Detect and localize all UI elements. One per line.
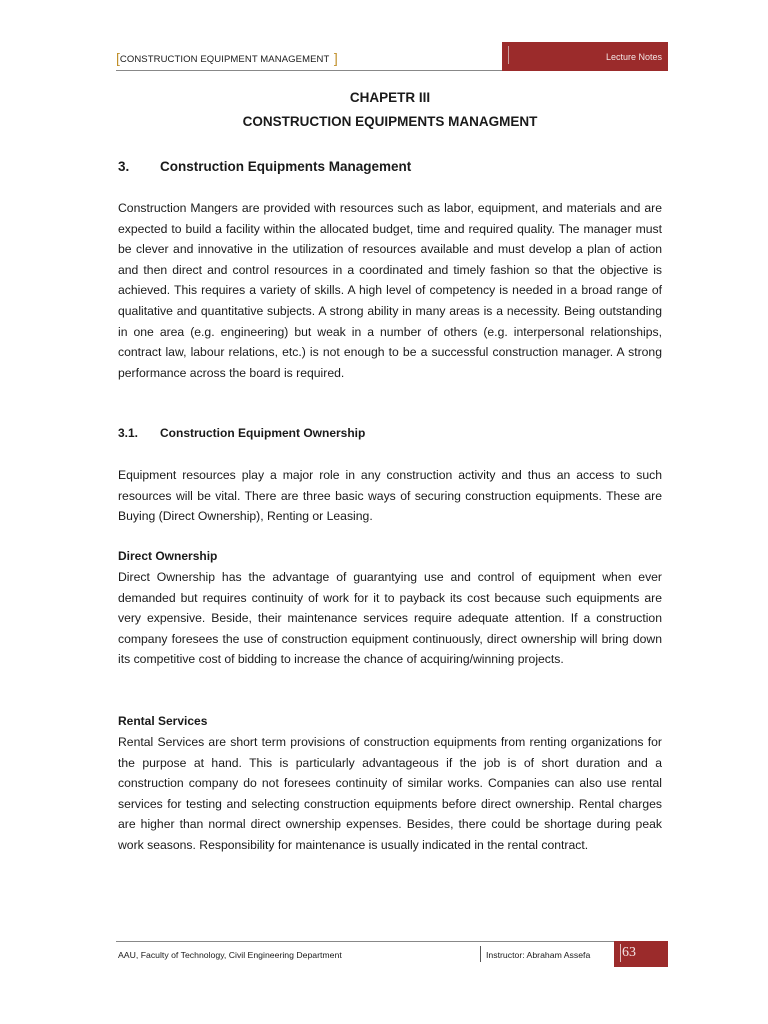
rental-services-paragraph: Rental Services are short term provisions of construction equipments from renting organizations for the purpose at hand. This is particularly advantageous if the job is of short duration and a construction company do not foresees continuity of similar works. Companies can also use rental services for testing and selecting construction equipments before direct ownership. Rental charges are higher than normal direct ownership expenses. Besides, there could be shortage during peak work seasons. Responsibility for maintenance is usually indicated in the rental contract. <box>118 735 662 852</box>
footer-page-box <box>614 941 668 967</box>
header-close-bracket: ] <box>333 50 338 66</box>
section-3-title: Construction Equipments Management <box>160 159 412 174</box>
section-3-heading <box>118 159 411 174</box>
page-footer <box>116 941 668 967</box>
section-3-number: 3. <box>118 159 130 174</box>
footer-text-area <box>116 941 614 968</box>
footer-divider <box>480 946 481 962</box>
section-3-1-paragraph: Equipment resources play a major role in any construction activity and thus an access to such resources will be vital. There are three basic ways of securing construction equipments. These are Buying (Direct Ownership), Renting or Leasing. <box>118 468 662 524</box>
footer-department: AAU, Faculty of Technology, Civil Engineering Department <box>118 950 342 960</box>
footer-instructor: Instructor: Abraham Assefa <box>486 950 591 960</box>
header-divider <box>508 46 509 64</box>
header-title-area <box>116 42 502 71</box>
header-right-label: Lecture Notes <box>605 52 662 62</box>
page-header <box>116 42 668 71</box>
direct-ownership-paragraph: Direct Ownership has the advantage of guarantying use and control of equipment when ever demanded but requires continuity of work for it to payback its cost because such equipments are very expensive. Beside, their maintenance services require adequate attention. If a construction company foresees the use of construction equipment continuously, direct ownership will bring down its competitive cost of bidding to increase the chance of acquiring/winning projects. <box>118 570 662 667</box>
page-number: 63 <box>622 945 636 960</box>
section-3-1-number: 3.1. <box>118 426 139 440</box>
section-3-1-heading <box>118 426 365 440</box>
section-3-paragraph: Construction Mangers are provided with resources such as labor, equipment, and materials and are expected to build a facility within the allocated budget, time and required quality. The manager must be clever and innovative in the utilization of resources available and must develop a plan of action and then direct and control resources in a coordinated and timely fashion so that the objective is achieved. This requires a variety of skills. A high level of competency is needed in a broad range of qualitative and quantitative subjects. A strong ability in many areas is a necessity. Being outstanding in one area (e.g. engineering) but weak in a number of others (e.g. interpersonal relationships, contract law, labour relations, etc.) is not enough to be a successful construction manager. A strong performance across the board is required. <box>118 201 662 380</box>
rental-services-heading: Rental Services <box>118 714 208 728</box>
footer-page-divider <box>620 944 621 962</box>
direct-ownership-heading: Direct Ownership <box>118 549 218 563</box>
header-open-bracket: [ <box>116 50 120 66</box>
header-label-box <box>502 42 668 71</box>
chapter-number: CHAPETR III <box>349 90 431 105</box>
section-3-1-title: Construction Equipment Ownership <box>160 426 366 440</box>
chapter-title: CONSTRUCTION EQUIPMENTS MANAGMENT <box>242 114 538 129</box>
header-title: CONSTRUCTION EQUIPMENT MANAGEMENT <box>119 54 330 65</box>
